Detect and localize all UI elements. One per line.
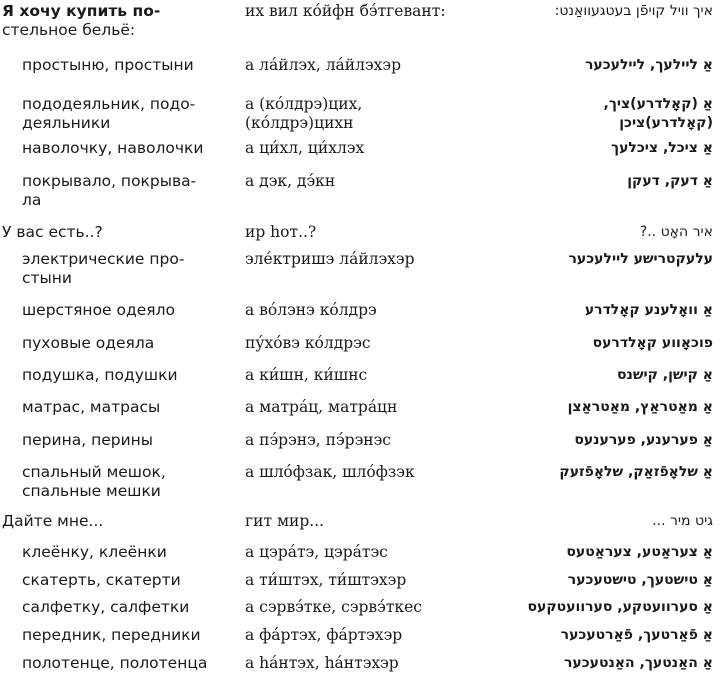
transliteration: а шлóфзак, шлóфзэк [245, 463, 415, 481]
ru-phrase: клеёнку, клеёнки [22, 543, 167, 561]
ru-phrase: шерстяное одеяло [22, 301, 175, 319]
yiddish-phrase: פוכאָווע קאָלדרעס [592, 335, 713, 351]
yiddish-phrase: איר האָט ..? [639, 224, 713, 240]
transliteration: а ла́йлэх, ла́йлэхэр [245, 56, 401, 74]
ru-phrase: электрические про- стыни [22, 250, 185, 287]
ru-phrase: пододеяльник, подо- деяльники [22, 95, 196, 132]
transliteration: а пэ́рэнэ, пэ́рэнэс [245, 431, 391, 449]
transliteration: а матра́ц, матра́цн [245, 398, 398, 416]
ru-phrase: Я хочу купить по- стельное бельё: [2, 2, 161, 39]
transliteration: а ки́шн, ки́шнс [245, 366, 368, 384]
yiddish-phrase: אַ צעראַטע, צעראַטעס [566, 544, 713, 560]
transliteration: гит мир... [245, 512, 325, 530]
yiddish-phrase: עלעקטרישע ליילעכער [568, 251, 713, 267]
yiddish-phrase: אַ מאַטראַץ, מאַטראַצן [567, 399, 713, 415]
ru-phrase: покрывало, покрыва- ла [22, 172, 197, 209]
ru-phrase: наволочку, наволочки [22, 139, 204, 157]
transliteration: а цэра́тэ, цэра́тэс [245, 543, 388, 561]
yiddish-phrase: אַ האַנטעך, האַנטעכער [563, 655, 713, 671]
ru-phrase: матрас, матрасы [22, 398, 161, 416]
ru-phrase: полотенце, полотенца [22, 654, 208, 672]
ru-phrase: спальный мешок, спальные мешки [22, 463, 166, 500]
transliteration: а дэк, дэ́кн [245, 172, 336, 190]
transliteration: а hа́нтэх, hа́нтэхэр [245, 654, 399, 672]
transliteration: элéктришэ ла́йлэхэр [245, 250, 415, 268]
transliteration: а вóлэнэ кóлдрэ [245, 301, 377, 319]
yiddish-phrase: איך וויל קויפֿן בעטגעוואַנט: [554, 3, 713, 19]
ru-phrase: Дайте мне... [2, 512, 104, 530]
ru-phrase: У вас есть..? [2, 223, 103, 241]
ru-phrase: подушка, подушки [22, 366, 178, 384]
ru-phrase: пуховые одеяла [22, 334, 155, 352]
transliteration: а фа́ртэх, фа́ртэхэр [245, 626, 403, 644]
yiddish-phrase: אַ קישן, קישנס [616, 367, 713, 383]
yiddish-phrase: אַ ציכל, ציכלעך [611, 140, 713, 156]
transliteration: а сэрвэ́тке, сэрвэ́ткес [245, 598, 422, 616]
yiddish-phrase: אַ שלאָפֿזאַק, שלאָפֿזעק [559, 464, 713, 480]
yiddish-phrase: אַ פערענע, פערענעס [574, 432, 713, 448]
transliteration: а ци́хл, ци́хлэх [245, 139, 365, 157]
yiddish-phrase: אַ דעק, דעקן [627, 173, 713, 189]
yiddish-phrase: אַ (קאָלדרע)ציך, (קאָלדרע)ציכן [603, 96, 713, 131]
yiddish-phrase: אַ סערוועטקע, סערוועטקעס [527, 599, 713, 615]
transliteration: а (кóлдрэ)цих, (кóлдрэ)цихн [245, 95, 363, 132]
ru-phrase: перина, перины [22, 431, 154, 449]
ru-phrase: передник, передники [22, 626, 201, 644]
yiddish-phrase: אַ טישטעך, טישטעכער [567, 572, 713, 588]
ru-phrase: скатерть, скатерти [22, 571, 181, 589]
ru-phrase: салфетку, салфетки [22, 598, 190, 616]
transliteration: а ти́штэх, ти́штэхэр [245, 571, 407, 589]
yiddish-phrase: גיט מיר ... [652, 513, 713, 529]
yiddish-phrase: אַ פֿאַרטעך, פֿאַרטעכער [560, 627, 713, 643]
transliteration: их вил кóйфн бэ́тгевант: [245, 2, 446, 20]
transliteration: пу́хóвэ кóлдрэс [245, 334, 371, 352]
transliteration: ир hот..? [245, 223, 317, 241]
yiddish-phrase: אַ וואָלענע קאָלדרע [584, 302, 713, 318]
yiddish-phrase: אַ ליילעך, ליילעכער [584, 57, 713, 73]
ru-phrase: простыню, простыни [22, 56, 194, 74]
